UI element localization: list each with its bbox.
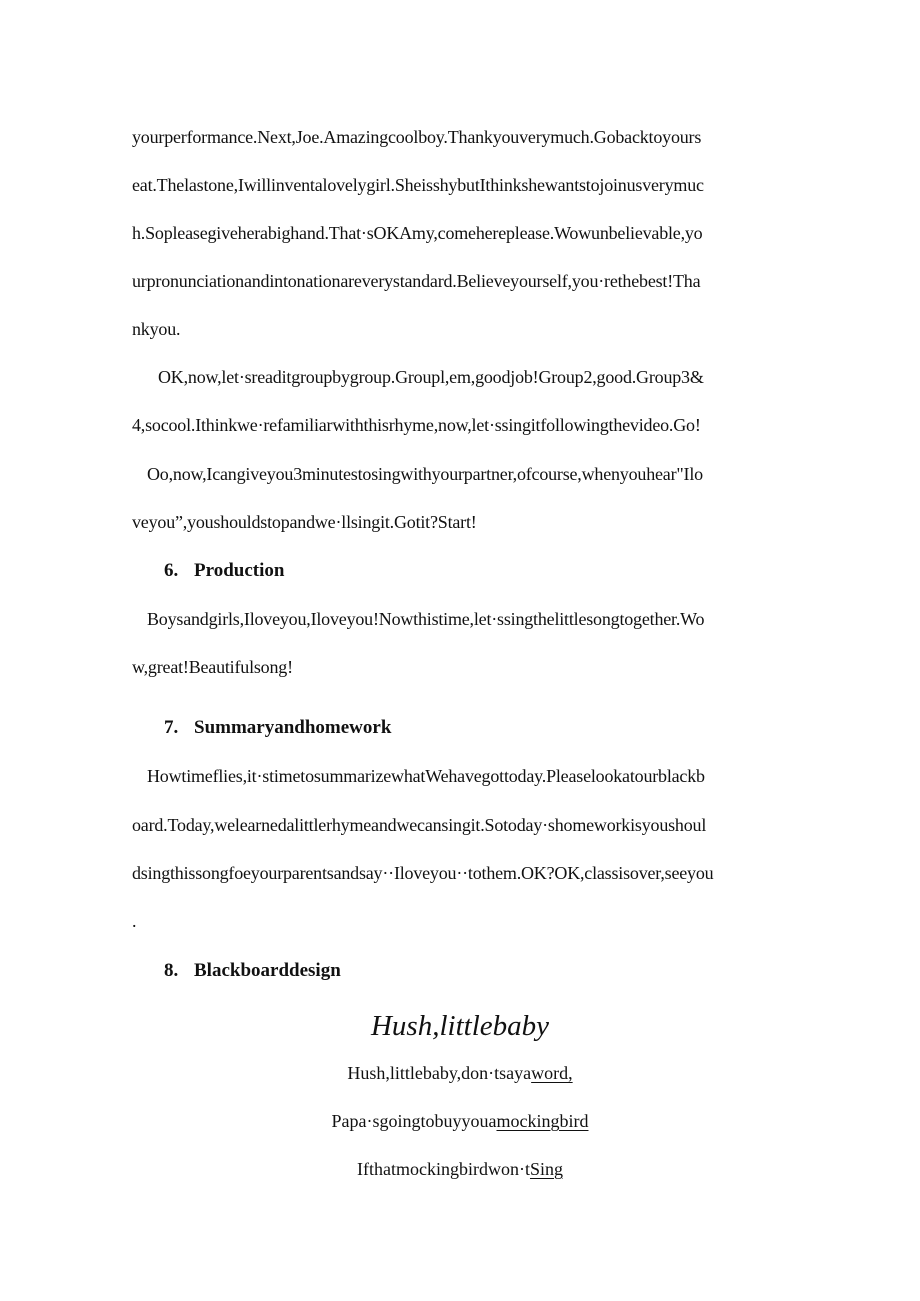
body-text-line: dsingthissongfoeyourparentsandsay··Iloveyou··tothem.OK?OK,classisover,seeyou bbox=[132, 863, 714, 883]
body-text-line: OK,now,let·sreaditgroupbygroup.Groupl,em,goodjob!Group2,good.Group3& bbox=[158, 367, 704, 387]
body-text-line: . bbox=[132, 911, 137, 931]
lyric-underlined-text: mockingbird bbox=[496, 1111, 589, 1131]
body-text-line: yourperformance.Next,Joe.Amazingcoolboy.Thankyouverymuch.Gobacktoyours bbox=[132, 127, 702, 147]
section-number: 8. bbox=[164, 960, 179, 981]
lyric-text: Papa·sgoingtobuyyoua bbox=[331, 1111, 497, 1131]
body-text-line: eat.Thelastone,Iwillinventalovelygirl.SheisshybutIthinkshewantstojoinusverymuc bbox=[132, 175, 704, 195]
body-text-line: Howtimeflies,it·stimetosummarizewhatWehavegottoday.Pleaselookatourblackb bbox=[147, 766, 705, 786]
blackboard-title: Hush,littlebaby bbox=[370, 1010, 549, 1042]
section-heading-summary bbox=[164, 716, 391, 740]
section-title: Summaryandhomework bbox=[194, 717, 392, 738]
body-text-line: veyou”,youshouldstopandwe·llsingit.Gotit?Start! bbox=[132, 512, 477, 532]
body-text-line: urpronunciationandintonationareverystandard.Believeyourself,you·rethebest!Tha bbox=[132, 271, 701, 291]
body-text-line: Oo,now,Icangiveyou3minutestosingwithyourpartner,ofcourse,whenyouhear"Ilo bbox=[147, 464, 703, 484]
section-number: 7. bbox=[164, 717, 179, 738]
body-text-line: w,great!Beautifulsong! bbox=[132, 657, 293, 677]
body-text-line: nkyou. bbox=[132, 319, 181, 339]
body-text-line: Boysandgirls,Iloveyou,Iloveyou!Nowthistime,let·ssingthelittlesongtogether.Wo bbox=[147, 609, 705, 629]
blackboard-line bbox=[0, 1062, 920, 1084]
section-title: Production bbox=[194, 560, 285, 581]
section-heading-blackboard bbox=[164, 959, 341, 983]
body-text-line: h.Sopleasegiveherabighand.That·sOKAmy,comehereplease.Wowunbelievable,yo bbox=[132, 223, 703, 243]
lyric-text: Hush,littlebaby,don·tsaya bbox=[347, 1063, 532, 1083]
section-number: 6. bbox=[164, 560, 179, 581]
blackboard-line bbox=[0, 1110, 920, 1132]
section-heading-production bbox=[164, 559, 284, 583]
section-title: Blackboarddesign bbox=[194, 960, 341, 981]
blackboard-line bbox=[0, 1158, 920, 1180]
body-text-line: oard.Today,welearnedalittlerhymeandwecansingit.Sotoday·shomeworkisyoushoul bbox=[132, 815, 707, 835]
lyric-underlined-text: Sing bbox=[529, 1159, 563, 1179]
lyric-underlined-text: word, bbox=[531, 1063, 573, 1083]
lyric-text: Ifthatmockingbirdwon·t bbox=[357, 1159, 530, 1179]
body-text-line: 4,socool.Ithinkwe·refamiliarwiththisrhyme,now,let·ssingitfollowingthevideo.Go! bbox=[132, 415, 701, 435]
